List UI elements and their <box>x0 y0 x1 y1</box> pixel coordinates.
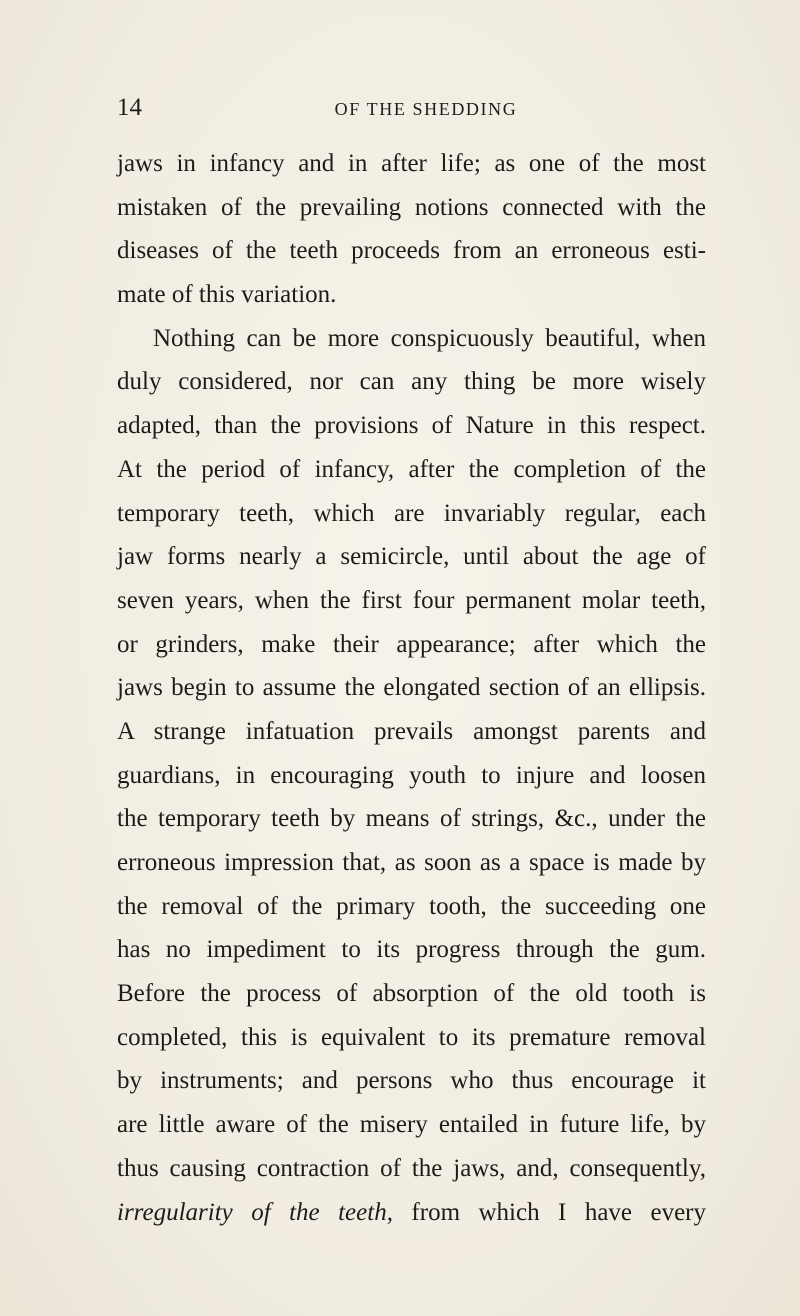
text-line: has no impediment to its progress through the gum. <box>117 936 706 964</box>
text-line: A strange infatuation prevails amongst parents and <box>117 717 706 745</box>
text-line: At the period of infancy, after the completion of the <box>117 455 706 483</box>
text-line: are little aware of the misery entailed in future life, by <box>117 1111 706 1139</box>
text-line: temporary teeth, which are invariably regular, each <box>117 499 706 527</box>
text-line: mistaken of the prevailing notions connected with the <box>117 193 706 221</box>
text-line: guardians, in encouraging youth to injure and loosen <box>117 761 706 789</box>
text-line: by instruments; and persons who thus encourage it <box>117 1067 706 1095</box>
text-line: thus causing contraction of the jaws, and, consequently, <box>117 1154 706 1182</box>
paragraph-start-line: Nothing can be more conspicuously beautiful, when <box>153 324 706 352</box>
running-head: OF THE SHEDDING <box>334 99 518 119</box>
text-line: diseases of the teeth proceeds from an erroneous esti- <box>117 237 706 265</box>
text-line: completed, this is equivalent to its premature removal <box>117 1023 706 1051</box>
page-number: 14 <box>117 94 142 121</box>
text-line: duly considered, nor can any thing be more wisely <box>117 368 706 396</box>
text-line: jaws begin to assume the elongated section of an ellipsis. <box>117 674 706 702</box>
final-text-line <box>117 1191 706 1235</box>
text-line: seven years, when the first four permanent molar teeth, <box>117 586 706 614</box>
body-text <box>117 142 706 1234</box>
paragraph-end-line: mate of this variation. <box>117 281 337 309</box>
text-line: erroneous impression that, as soon as a space is made by <box>117 849 706 876</box>
page-header <box>117 94 713 128</box>
text-line: jaw forms nearly a semicircle, until about the age of <box>117 543 706 571</box>
text-line: adapted, than the provisions of Nature in this respect. <box>117 412 706 440</box>
text-line: or grinders, make their appearance; after which the <box>117 630 706 658</box>
text-line: the removal of the primary tooth, the succeeding one <box>117 892 706 920</box>
text-fragment: from which I have every <box>392 1198 706 1226</box>
text-line: jaws in infancy and in after life; as one of the most <box>117 150 706 177</box>
italic-phrase: irregularity of the teeth, <box>117 1198 393 1226</box>
text-line: Before the process of absorption of the old tooth is <box>117 980 706 1008</box>
text-line: the temporary teeth by means of strings, &c., under the <box>117 805 706 833</box>
